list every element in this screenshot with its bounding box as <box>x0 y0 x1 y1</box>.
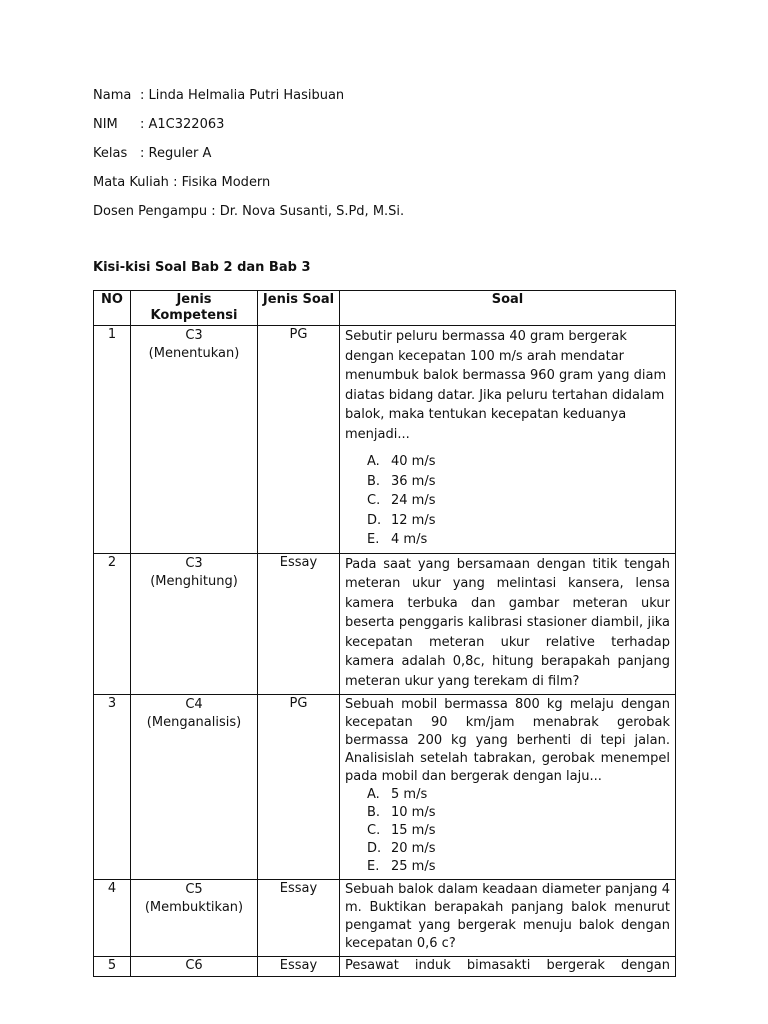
table-row <box>94 553 676 695</box>
row-jenis-soal: PG <box>258 326 340 554</box>
option-list <box>345 786 670 876</box>
info-kelas <box>93 144 693 173</box>
header-jenis-kompetensi: Jenis Kompetensi <box>131 291 258 326</box>
dosen-value: : Dr. Nova Susanti, S.Pd, M.Si. <box>211 204 405 219</box>
dosen-label: Dosen Pengampu <box>93 204 208 219</box>
soal-text: Pada saat yang bersamaan dengan titik tengah meteran ukur yang melintasi kansera, lensa kamera terbuka dan gambar meteran ukur beserta penggaris kalibrasi stasioner diambil, jika kecepatan meteran ukur relative terhadap kamera adalah 0,8c, hitung berapakah panjang meteran ukur yang terekam di film? <box>345 556 670 689</box>
row-no: 5 <box>94 957 131 977</box>
option-item: D. 12 m/s <box>367 512 436 528</box>
header-jenis-soal: Jenis Soal <box>258 291 340 326</box>
table-row <box>94 695 676 880</box>
option-item: C. 15 m/s <box>367 823 436 838</box>
kompetensi-level: C5 <box>185 882 203 897</box>
kompetensi-desc: (Membuktikan) <box>144 900 244 915</box>
row-no: 4 <box>94 880 131 957</box>
row-soal <box>340 957 676 977</box>
matakuliah-label: Mata Kuliah <box>93 175 169 190</box>
row-soal <box>340 880 676 957</box>
kompetensi-level: C6 <box>185 958 203 973</box>
row-jenis-soal: Essay <box>258 553 340 695</box>
info-nama <box>93 86 693 115</box>
info-dosen <box>93 202 693 231</box>
row-kompetensi <box>131 957 258 977</box>
soal-text: Sebuah balok dalam keadaan diameter panjang 4 m. Buktikan berapakah panjang balok menurut pengamat yang bergerak menuju balok dengan kecepatan 0,6 c? <box>345 882 670 951</box>
info-mata-kuliah <box>93 173 693 202</box>
kelas-value: : Reguler A <box>140 146 212 161</box>
info-nim <box>93 115 693 144</box>
option-item: A. 5 m/s <box>367 787 428 802</box>
row-jenis-soal: PG <box>258 695 340 880</box>
row-soal <box>340 695 676 880</box>
row-soal <box>340 326 676 554</box>
nama-label: Nama <box>93 88 132 103</box>
option-item: E. 4 m/s <box>367 532 428 547</box>
kompetensi-level: C4 <box>185 697 203 712</box>
student-info <box>93 86 693 231</box>
row-kompetensi <box>131 326 258 554</box>
row-jenis-soal: Essay <box>258 880 340 957</box>
soal-text: Sebutir peluru bermassa 40 gram bergerak dengan kecepatan 100 m/s arah mendatar menumbuk balok bermassa 960 gram yang diam diatas bidang datar. Jika peluru tertahan didalam balok, maka tentukan kecepatan keduanya menjadi... <box>345 329 667 442</box>
kompetensi-desc: (Menganalisis) <box>146 715 242 730</box>
row-jenis-soal: Essay <box>258 957 340 977</box>
row-soal <box>340 553 676 695</box>
matakuliah-value: : Fisika Modern <box>173 175 271 190</box>
header-no: NO <box>94 291 131 326</box>
row-no: 3 <box>94 695 131 880</box>
table-row <box>94 957 676 977</box>
option-item: B. 36 m/s <box>367 473 436 489</box>
table-row <box>94 326 676 554</box>
row-kompetensi <box>131 695 258 880</box>
table-row <box>94 880 676 957</box>
nim-value: : A1C322063 <box>140 117 225 132</box>
kisi-kisi-table <box>93 290 676 977</box>
kompetensi-desc: (Menentukan) <box>148 346 240 361</box>
option-item: B. 10 m/s <box>367 805 436 820</box>
row-no: 2 <box>94 553 131 695</box>
row-kompetensi <box>131 553 258 695</box>
option-list <box>345 452 670 550</box>
nim-label: NIM <box>93 117 118 132</box>
kompetensi-desc: (Menghitung) <box>150 573 238 589</box>
section-title: Kisi-kisi Soal Bab 2 dan Bab 3 <box>93 260 311 275</box>
kompetensi-level: C3 <box>185 328 203 343</box>
row-no: 1 <box>94 326 131 554</box>
option-item: C. 24 m/s <box>367 493 436 508</box>
option-item: E. 25 m/s <box>367 859 436 874</box>
row-kompetensi <box>131 880 258 957</box>
kompetensi-level: C3 <box>185 555 203 571</box>
soal-text: Sebuah mobil bermassa 800 kg melaju dengan kecepatan 90 km/jam menabrak gerobak bermassa 200 kg yang berhenti di tepi jalan. Analisislah setelah tabrakan, gerobak menempel pada mobil dan bergerak dengan laju... <box>345 697 670 784</box>
soal-text: Pesawat induk bimasakti bergerak dengan <box>345 958 670 973</box>
kelas-label: Kelas <box>93 146 128 161</box>
nama-value: : Linda Helmalia Putri Hasibuan <box>140 88 345 103</box>
header-soal: Soal <box>340 291 676 326</box>
option-item: A. 40 m/s <box>367 454 436 469</box>
table-header-row <box>94 291 676 326</box>
option-item: D. 20 m/s <box>367 841 436 856</box>
